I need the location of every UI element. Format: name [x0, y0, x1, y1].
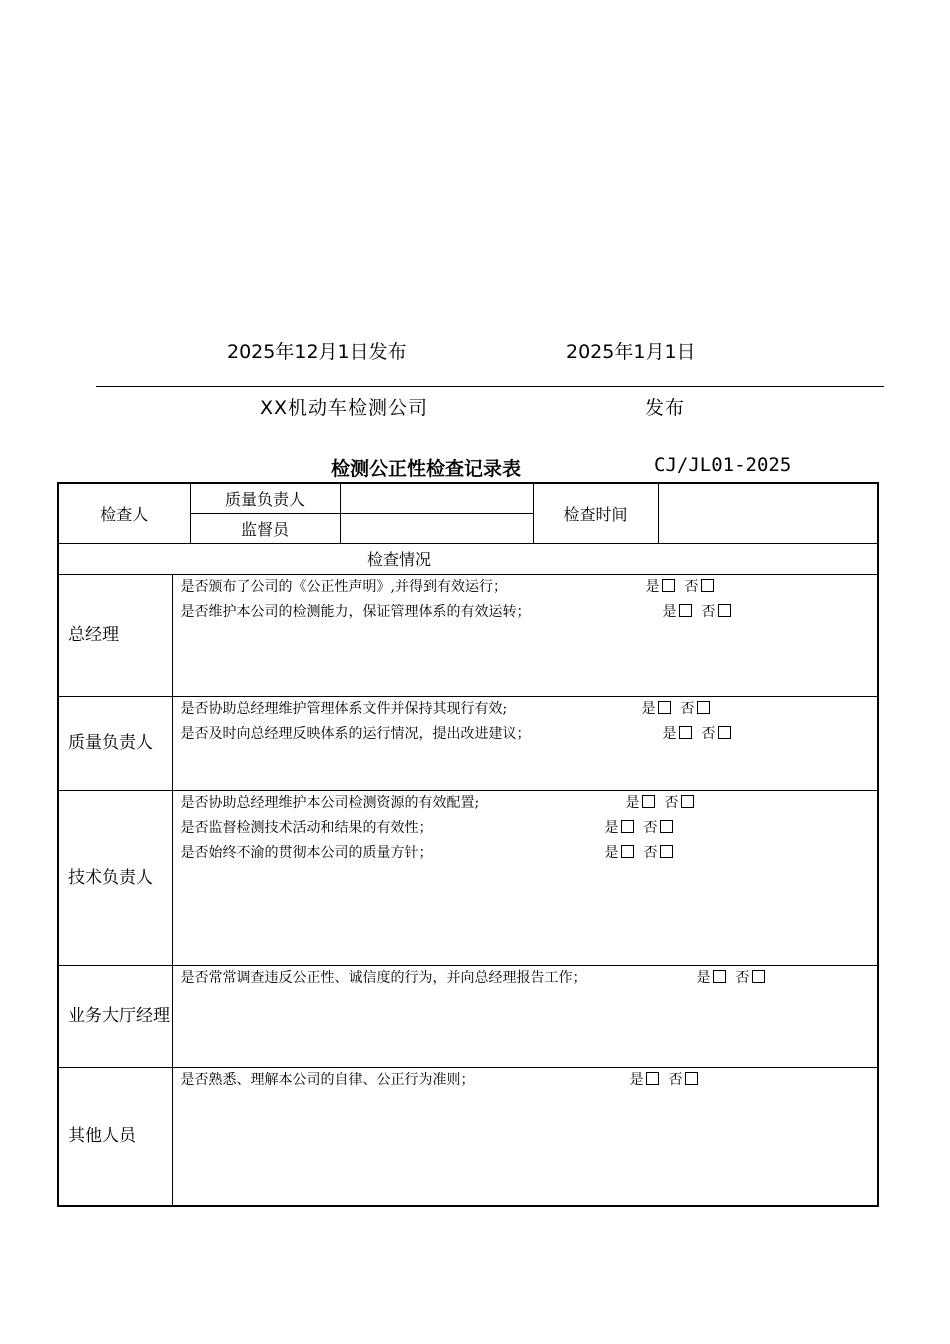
- check-item: [181, 841, 870, 866]
- check-item: [181, 966, 870, 991]
- role-technical-manager: 技术负责人: [58, 790, 172, 965]
- yes-no-choice: 是 否: [663, 600, 731, 625]
- section-items: [172, 1067, 878, 1206]
- effective-date: 2025年1月1日: [566, 341, 696, 363]
- role-general-manager: 总经理: [58, 574, 172, 696]
- no-checkbox[interactable]: [697, 701, 710, 714]
- check-time-input[interactable]: [658, 483, 878, 543]
- yes-no-choice: 是 否: [642, 697, 710, 722]
- no-checkbox[interactable]: [660, 820, 673, 833]
- supervisor-label: 监督员: [190, 513, 340, 543]
- check-item: [181, 600, 870, 625]
- check-item: [181, 791, 870, 816]
- form-title: 检测公正性检查记录表: [331, 458, 522, 480]
- yes-checkbox[interactable]: [621, 845, 634, 858]
- no-checkbox[interactable]: [660, 845, 673, 858]
- check-item-text: 是否始终不渝的贯彻本公司的质量方针；: [180, 844, 433, 861]
- yes-checkbox[interactable]: [713, 970, 726, 983]
- section-items: [172, 696, 878, 790]
- yes-checkbox[interactable]: [646, 1072, 659, 1085]
- no-checkbox[interactable]: [718, 604, 731, 617]
- quality-manager-input[interactable]: [340, 483, 533, 513]
- yes-checkbox[interactable]: [679, 726, 692, 739]
- check-status-header: [58, 543, 878, 574]
- check-item: [181, 816, 870, 841]
- check-item: [181, 722, 870, 747]
- check-item-text: 是否熟悉、理解本公司的自律、公正行为准则；: [180, 1071, 475, 1088]
- yes-no-choice: 是 否: [626, 791, 694, 816]
- form-code: CJ/JL01-2025: [654, 454, 792, 476]
- no-checkbox[interactable]: [701, 579, 714, 592]
- check-item-text: 是否监督检测技术活动和结果的有效性；: [180, 819, 433, 836]
- check-item: [181, 575, 870, 600]
- issue-label: 发布: [645, 397, 686, 419]
- yes-no-choice: 是 否: [605, 841, 673, 866]
- check-time-label: 检查时间: [533, 483, 658, 543]
- no-checkbox[interactable]: [718, 726, 731, 739]
- inspector-label: 检查人: [58, 483, 190, 543]
- role-other-staff: 其他人员: [58, 1067, 172, 1206]
- check-item-text: 是否协助总经理维护本公司检测资源的有效配置;: [180, 794, 480, 811]
- check-item-text: 是否颁布了公司的《公正性声明》,并得到有效运行；: [180, 578, 507, 595]
- yes-checkbox[interactable]: [621, 820, 634, 833]
- section-items: [172, 790, 878, 965]
- quality-manager-label: 质量负责人: [190, 483, 340, 513]
- company-name: XX机动车检测公司: [260, 397, 429, 419]
- supervisor-input[interactable]: [340, 513, 533, 543]
- yes-no-choice: 是 否: [697, 966, 765, 991]
- check-item-text: 是否维护本公司的检测能力，保证管理体系的有效运转；: [180, 603, 531, 620]
- check-status-label: 检查情况: [367, 550, 432, 569]
- yes-checkbox[interactable]: [679, 604, 692, 617]
- publish-date: 2025年12月1日发布: [227, 341, 407, 363]
- check-item: [181, 697, 870, 722]
- role-quality-manager: 质量负责人: [58, 696, 172, 790]
- yes-no-choice: 是 否: [646, 575, 714, 600]
- yes-checkbox[interactable]: [658, 701, 671, 714]
- yes-no-choice: 是 否: [663, 722, 731, 747]
- no-checkbox[interactable]: [752, 970, 765, 983]
- no-checkbox[interactable]: [685, 1072, 698, 1085]
- check-item-text: 是否协助总经理维护管理体系文件并保持其现行有效;: [180, 700, 508, 717]
- section-items: [172, 965, 878, 1067]
- check-item: [181, 1068, 870, 1093]
- yes-checkbox[interactable]: [642, 795, 655, 808]
- check-item-text: 是否及时向总经理反映体系的运行情况，提出改进建议；: [180, 725, 531, 742]
- yes-no-choice: 是 否: [630, 1068, 698, 1093]
- inspection-record-table: [57, 482, 879, 1207]
- header-divider: [96, 386, 884, 387]
- yes-no-choice: 是 否: [605, 816, 673, 841]
- yes-checkbox[interactable]: [662, 579, 675, 592]
- role-hall-manager: 业务大厅经理: [58, 965, 172, 1067]
- no-checkbox[interactable]: [681, 795, 694, 808]
- section-items: [172, 574, 878, 696]
- check-item-text: 是否常常调查违反公正性、诚信度的行为，并向总经理报告工作；: [180, 969, 587, 986]
